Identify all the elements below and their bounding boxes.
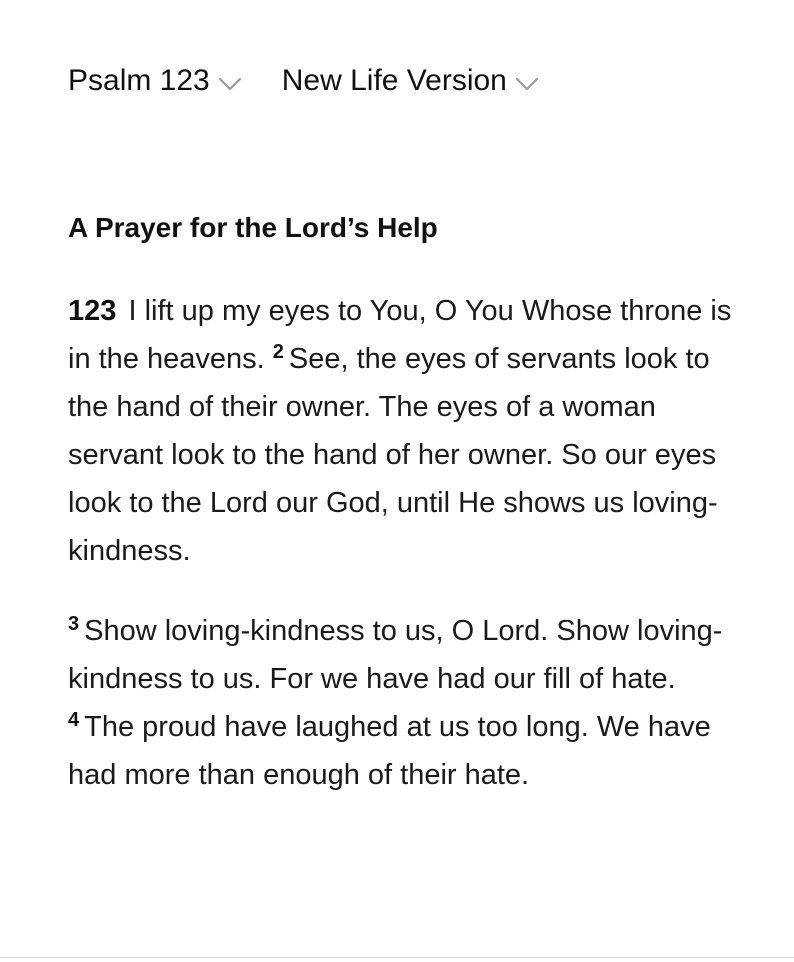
chevron-down-icon <box>515 76 539 92</box>
version-selector[interactable] <box>282 64 539 98</box>
version-selector-label: New Life Version <box>281 64 507 97</box>
chapter-selector[interactable] <box>68 64 242 98</box>
verse-text[interactable]: See, the eyes of servants look to the hand of their owner. The eyes of a woman servant look to the hand of her owner. So our eyes look to the Lord our God, until He shows us loving-kindness. <box>68 343 718 567</box>
scripture-paragraph <box>68 287 748 575</box>
bottom-divider <box>0 957 794 958</box>
top-navigation <box>68 60 539 102</box>
verse-text[interactable]: I lift up my eyes to You, O You Whose throne is in the heavens. <box>68 295 732 375</box>
chapter-number: 123 <box>68 295 117 327</box>
verse-text[interactable]: Show loving-kindness to us, O Lord. Show loving-kindness to us. For we have had our fill of hate. <box>68 615 723 695</box>
verse-number: 3 <box>68 613 80 635</box>
verse-number: 2 <box>272 341 284 363</box>
scripture-paragraph <box>68 607 748 799</box>
section-heading: A Prayer for the Lord’s Help <box>68 212 438 243</box>
chevron-down-icon <box>218 76 242 92</box>
verse-text[interactable]: The proud have laughed at us too long. We have had more than enough of their hate. <box>68 711 711 791</box>
chapter-selector-label: Psalm 123 <box>68 64 210 97</box>
verse-number: 4 <box>68 709 80 731</box>
